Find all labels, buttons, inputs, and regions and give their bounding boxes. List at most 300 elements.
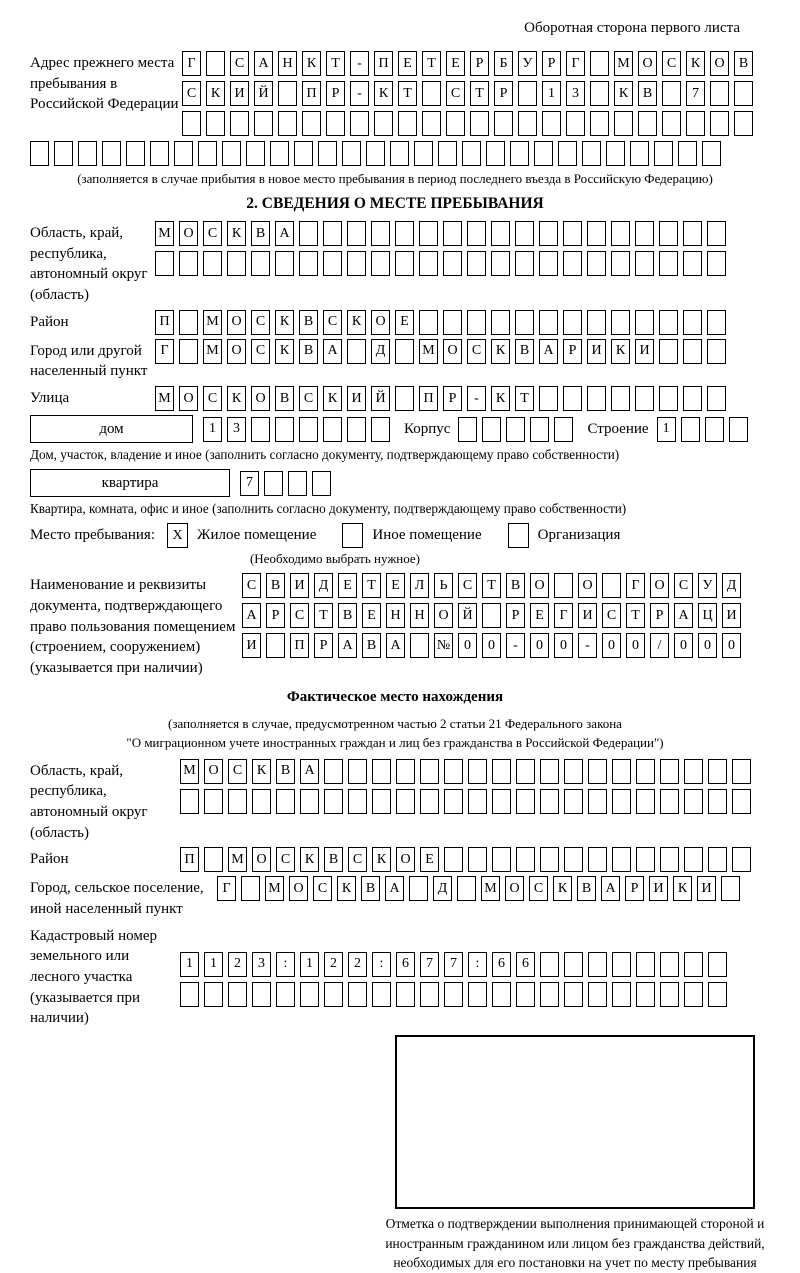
field-apartment xyxy=(30,469,760,497)
char-cell xyxy=(350,111,369,136)
char-cell xyxy=(587,251,606,276)
char-cell: В xyxy=(361,876,380,901)
char-cell: : xyxy=(276,952,295,977)
option-residential-label: Жилое помещение xyxy=(197,527,317,544)
char-cell xyxy=(563,251,582,276)
char-cell: Г xyxy=(155,339,174,364)
char-cell: И xyxy=(290,573,309,598)
char-cell xyxy=(348,759,367,784)
char-cell: С xyxy=(348,847,367,872)
char-cell: 0 xyxy=(530,633,549,658)
stay-type-note: (Необходимо выбрать нужное) xyxy=(249,551,421,567)
char-cell xyxy=(684,982,703,1007)
region-row-1[interactable] xyxy=(155,221,726,246)
page-side-title: Оборотная сторона первого листа xyxy=(524,20,740,36)
char-cell xyxy=(612,982,631,1007)
char-cell xyxy=(150,141,169,166)
char-cell: 0 xyxy=(458,633,477,658)
char-cell: П xyxy=(302,81,321,106)
char-cell xyxy=(636,952,655,977)
char-cell: А xyxy=(323,339,342,364)
char-cell xyxy=(564,789,583,814)
char-cell: - xyxy=(506,633,525,658)
char-cell xyxy=(635,221,654,246)
char-cell xyxy=(660,982,679,1007)
char-cell: С xyxy=(251,339,270,364)
char-cell xyxy=(707,221,726,246)
char-cell xyxy=(492,982,511,1007)
char-cell: В xyxy=(276,759,295,784)
char-cell: В xyxy=(299,310,318,335)
char-cell xyxy=(654,141,673,166)
house-caption: Дом, участок, владение и иное (заполнить согласно документу, подтверждающему право собственности) xyxy=(30,447,620,463)
char-cell xyxy=(707,251,726,276)
char-cell xyxy=(420,982,439,1007)
char-cell xyxy=(312,471,331,496)
char-cell: К xyxy=(252,759,271,784)
actual-city-label: Город, сельское поселение, иной населенный пункт xyxy=(30,880,204,917)
char-cell: С xyxy=(446,81,465,106)
house-number-cells[interactable] xyxy=(203,417,390,442)
char-cell xyxy=(678,141,697,166)
char-cell: И xyxy=(578,603,597,628)
cadastral-row-2[interactable] xyxy=(180,982,727,1007)
char-cell xyxy=(540,952,559,977)
char-cell: И xyxy=(230,81,249,106)
char-cell xyxy=(710,81,729,106)
char-cell xyxy=(635,251,654,276)
char-cell xyxy=(395,386,414,411)
char-cell: Н xyxy=(386,603,405,628)
char-cell xyxy=(539,386,558,411)
char-cell xyxy=(606,141,625,166)
char-cell xyxy=(506,417,525,442)
char-cell xyxy=(684,952,703,977)
char-cell xyxy=(515,251,534,276)
char-cell: Н xyxy=(410,603,429,628)
char-cell xyxy=(324,759,343,784)
char-cell xyxy=(542,111,561,136)
char-cell xyxy=(203,251,222,276)
char-cell xyxy=(660,952,679,977)
char-cell xyxy=(420,789,439,814)
char-cell: Р xyxy=(506,603,525,628)
house-box-label: дом xyxy=(30,415,193,443)
char-cell xyxy=(30,141,49,166)
char-cell: О xyxy=(227,339,246,364)
char-cell xyxy=(510,141,529,166)
checkbox-organization[interactable] xyxy=(508,523,529,548)
char-cell: С xyxy=(230,51,249,76)
char-cell xyxy=(371,251,390,276)
char-cell xyxy=(266,633,285,658)
char-cell: 0 xyxy=(482,633,501,658)
char-cell xyxy=(444,847,463,872)
char-cell xyxy=(683,251,702,276)
char-cell xyxy=(734,111,753,136)
char-cell: А xyxy=(242,603,261,628)
actual-district-row[interactable] xyxy=(180,847,751,872)
char-cell xyxy=(204,847,223,872)
char-cell xyxy=(294,141,313,166)
char-cell: С xyxy=(228,759,247,784)
korpus-cells[interactable] xyxy=(458,417,573,442)
char-cell xyxy=(540,759,559,784)
char-cell xyxy=(348,982,367,1007)
char-cell: И xyxy=(587,339,606,364)
char-cell xyxy=(300,789,319,814)
district-label: Район xyxy=(30,313,69,330)
section2-header: 2. СВЕДЕНИЯ О МЕСТЕ ПРЕБЫВАНИЯ xyxy=(246,195,544,212)
char-cell: Т xyxy=(515,386,534,411)
char-cell xyxy=(342,141,361,166)
char-cell: 3 xyxy=(227,417,246,442)
char-cell xyxy=(198,141,217,166)
char-cell: С xyxy=(674,573,693,598)
char-cell xyxy=(419,310,438,335)
stamp-box xyxy=(395,1035,755,1209)
char-cell: М xyxy=(155,386,174,411)
checkbox-residential[interactable]: X xyxy=(167,523,188,548)
actual-region-row-2[interactable] xyxy=(180,789,751,814)
char-cell xyxy=(686,111,705,136)
char-cell: Д xyxy=(371,339,390,364)
char-cell: О xyxy=(252,847,271,872)
field-house xyxy=(30,415,760,443)
char-cell xyxy=(420,759,439,784)
region-row-2[interactable] xyxy=(155,251,726,276)
char-cell xyxy=(482,417,501,442)
char-cell: Д xyxy=(314,573,333,598)
char-cell xyxy=(539,251,558,276)
field-stay-type xyxy=(30,523,760,548)
field-region xyxy=(30,221,760,306)
char-cell xyxy=(230,111,249,136)
char-cell: К xyxy=(614,81,633,106)
char-cell xyxy=(659,221,678,246)
char-cell: К xyxy=(374,81,393,106)
char-cell: П xyxy=(290,633,309,658)
char-cell xyxy=(708,952,727,977)
char-cell: А xyxy=(386,633,405,658)
char-cell: А xyxy=(338,633,357,658)
char-cell xyxy=(588,789,607,814)
char-cell: О xyxy=(638,51,657,76)
char-cell: 3 xyxy=(252,952,271,977)
char-cell xyxy=(347,221,366,246)
char-cell: П xyxy=(374,51,393,76)
char-cell: 7 xyxy=(420,952,439,977)
char-cell: 1 xyxy=(204,952,223,977)
char-cell: А xyxy=(385,876,404,901)
char-cell: В xyxy=(324,847,343,872)
char-cell xyxy=(563,221,582,246)
char-cell: 7 xyxy=(686,81,705,106)
char-cell xyxy=(323,221,342,246)
char-cell xyxy=(515,221,534,246)
street-row[interactable] xyxy=(155,386,726,411)
char-cell xyxy=(710,111,729,136)
char-cell xyxy=(564,759,583,784)
char-cell xyxy=(299,251,318,276)
char-cell: Е xyxy=(395,310,414,335)
char-cell xyxy=(438,141,457,166)
char-cell xyxy=(246,141,265,166)
document-row-1[interactable] xyxy=(242,573,741,598)
field-actual-region xyxy=(30,759,760,844)
char-cell xyxy=(516,982,535,1007)
char-cell: 2 xyxy=(348,952,367,977)
field-district xyxy=(30,310,760,335)
char-cell: 3 xyxy=(566,81,585,106)
char-cell: Г xyxy=(182,51,201,76)
char-cell xyxy=(540,982,559,1007)
stamp-caption: Отметка о подтверждении выполнения принимающей стороной и иностранным гражданином или лицом без гражданства действий, необходимых для его постановки на учет по месту пребывания xyxy=(385,1216,765,1271)
char-cell xyxy=(395,339,414,364)
char-cell: Р xyxy=(266,603,285,628)
char-cell xyxy=(180,982,199,1007)
char-cell xyxy=(681,417,700,442)
char-cell xyxy=(659,251,678,276)
char-cell: О xyxy=(650,573,669,598)
char-cell xyxy=(419,221,438,246)
char-cell xyxy=(612,952,631,977)
char-cell: А xyxy=(275,221,294,246)
prev-address-row-4[interactable] xyxy=(30,141,760,166)
char-cell: Е xyxy=(362,603,381,628)
char-cell xyxy=(563,310,582,335)
char-cell xyxy=(635,310,654,335)
char-cell: И xyxy=(635,339,654,364)
char-cell xyxy=(264,471,283,496)
char-cell: К xyxy=(372,847,391,872)
char-cell xyxy=(705,417,724,442)
checkbox-other-premises[interactable] xyxy=(342,523,363,548)
char-cell: К xyxy=(491,386,510,411)
char-cell: Т xyxy=(362,573,381,598)
char-cell: С xyxy=(467,339,486,364)
char-cell xyxy=(347,339,366,364)
char-cell xyxy=(491,251,510,276)
char-cell: - xyxy=(350,81,369,106)
char-cell xyxy=(251,251,270,276)
city-row[interactable] xyxy=(155,339,726,364)
char-cell: И xyxy=(697,876,716,901)
char-cell xyxy=(518,81,537,106)
cadastral-row-1[interactable] xyxy=(180,952,727,977)
char-cell xyxy=(395,221,414,246)
char-cell xyxy=(611,386,630,411)
char-cell: К xyxy=(302,51,321,76)
char-cell xyxy=(491,310,510,335)
stroenie-label: Строение xyxy=(587,420,649,437)
char-cell xyxy=(398,111,417,136)
char-cell: М xyxy=(419,339,438,364)
char-cell xyxy=(206,51,225,76)
char-cell xyxy=(270,141,289,166)
char-cell xyxy=(443,251,462,276)
char-cell xyxy=(707,339,726,364)
char-cell xyxy=(78,141,97,166)
actual-city-row[interactable] xyxy=(217,876,740,901)
char-cell: 1 xyxy=(657,417,676,442)
char-cell: Б xyxy=(494,51,513,76)
char-cell xyxy=(410,633,429,658)
char-cell: К xyxy=(275,339,294,364)
char-cell xyxy=(729,417,748,442)
char-cell: С xyxy=(242,573,261,598)
char-cell: № xyxy=(434,633,453,658)
field-city xyxy=(30,339,760,382)
char-cell: В xyxy=(577,876,596,901)
char-cell: - xyxy=(467,386,486,411)
char-cell xyxy=(660,789,679,814)
char-cell xyxy=(278,111,297,136)
char-cell: С xyxy=(203,386,222,411)
char-cell xyxy=(323,417,342,442)
char-cell xyxy=(372,789,391,814)
char-cell: 0 xyxy=(698,633,717,658)
document-row-3[interactable] xyxy=(242,633,741,658)
char-cell: С xyxy=(203,221,222,246)
char-cell xyxy=(708,847,727,872)
char-cell: Е xyxy=(386,573,405,598)
char-cell: Д xyxy=(433,876,452,901)
field-prev-address xyxy=(30,51,760,136)
char-cell xyxy=(582,141,601,166)
char-cell xyxy=(683,310,702,335)
char-cell xyxy=(659,339,678,364)
char-cell: М xyxy=(228,847,247,872)
char-cell xyxy=(539,310,558,335)
char-cell xyxy=(563,386,582,411)
char-cell: Т xyxy=(398,81,417,106)
prev-address-row-3[interactable] xyxy=(182,111,753,136)
char-cell xyxy=(288,471,307,496)
apartment-caption: Квартира, комната, офис и иное (заполнить согласно документу, подтверждающему право собственности) xyxy=(30,501,627,517)
char-cell xyxy=(588,952,607,977)
option-organization-label: Организация xyxy=(537,527,621,544)
char-cell xyxy=(732,759,751,784)
char-cell xyxy=(174,141,193,166)
char-cell xyxy=(462,141,481,166)
char-cell xyxy=(638,111,657,136)
char-cell: / xyxy=(650,633,669,658)
char-cell: П xyxy=(180,847,199,872)
char-cell xyxy=(206,111,225,136)
char-cell: М xyxy=(203,339,222,364)
char-cell xyxy=(204,982,223,1007)
char-cell xyxy=(482,603,501,628)
char-cell xyxy=(492,759,511,784)
char-cell xyxy=(587,310,606,335)
char-cell xyxy=(732,789,751,814)
char-cell xyxy=(630,141,649,166)
char-cell: Р xyxy=(443,386,462,411)
char-cell: Г xyxy=(217,876,236,901)
char-cell xyxy=(252,789,271,814)
char-cell: 0 xyxy=(554,633,573,658)
char-cell xyxy=(702,141,721,166)
char-cell xyxy=(683,221,702,246)
char-cell xyxy=(684,759,703,784)
stroenie-cells[interactable] xyxy=(657,417,748,442)
char-cell xyxy=(683,339,702,364)
char-cell: М xyxy=(481,876,500,901)
char-cell xyxy=(732,847,751,872)
char-cell: О xyxy=(227,310,246,335)
char-cell xyxy=(179,310,198,335)
actual-region-label: Область, край, республика, автономный округ (область) xyxy=(30,762,148,841)
char-cell: В xyxy=(515,339,534,364)
char-cell xyxy=(564,847,583,872)
char-cell: Т xyxy=(482,573,501,598)
char-cell xyxy=(372,759,391,784)
char-cell xyxy=(419,251,438,276)
char-cell: В xyxy=(251,221,270,246)
actual-location-note-1: (заполняется в случае, предусмотренном частью 2 статьи 21 Федерального закона xyxy=(168,715,622,731)
document-label: Наименование и реквизиты документа, подтверждающего право пользования помещением (строением, сооружением) (указывается при наличии) xyxy=(30,577,236,676)
char-cell: Д xyxy=(722,573,741,598)
district-row[interactable] xyxy=(155,310,726,335)
char-cell: М xyxy=(155,221,174,246)
char-cell xyxy=(372,982,391,1007)
char-cell: К xyxy=(323,386,342,411)
char-cell: К xyxy=(206,81,225,106)
char-cell xyxy=(467,310,486,335)
char-cell xyxy=(180,789,199,814)
char-cell xyxy=(587,221,606,246)
apartment-cells[interactable] xyxy=(240,471,331,496)
char-cell xyxy=(470,111,489,136)
char-cell xyxy=(348,789,367,814)
actual-region-row-1[interactable] xyxy=(180,759,751,784)
char-cell: 0 xyxy=(602,633,621,658)
char-cell xyxy=(587,386,606,411)
char-cell: О xyxy=(530,573,549,598)
char-cell: 0 xyxy=(722,633,741,658)
char-cell xyxy=(708,982,727,1007)
char-cell xyxy=(468,982,487,1007)
char-cell: Й xyxy=(254,81,273,106)
char-cell xyxy=(254,111,273,136)
prev-address-row-2[interactable] xyxy=(182,81,753,106)
char-cell xyxy=(660,759,679,784)
prev-address-row-1[interactable] xyxy=(182,51,753,76)
char-cell xyxy=(614,111,633,136)
char-cell xyxy=(366,141,385,166)
char-cell xyxy=(554,417,573,442)
char-cell: С xyxy=(313,876,332,901)
char-cell: О xyxy=(179,386,198,411)
char-cell: О xyxy=(710,51,729,76)
char-cell xyxy=(468,759,487,784)
option-other-premises-label: Иное помещение xyxy=(372,527,482,544)
char-cell xyxy=(558,141,577,166)
char-cell xyxy=(275,417,294,442)
char-cell: Е xyxy=(530,603,549,628)
char-cell xyxy=(602,573,621,598)
char-cell: Р xyxy=(314,633,333,658)
region-label: Область, край, республика, автономный округ (область) xyxy=(30,225,148,304)
field-document xyxy=(30,573,760,678)
document-row-2[interactable] xyxy=(242,603,741,628)
char-cell xyxy=(467,251,486,276)
char-cell: С xyxy=(251,310,270,335)
char-cell: К xyxy=(227,386,246,411)
char-cell: 1 xyxy=(180,952,199,977)
char-cell xyxy=(409,876,428,901)
